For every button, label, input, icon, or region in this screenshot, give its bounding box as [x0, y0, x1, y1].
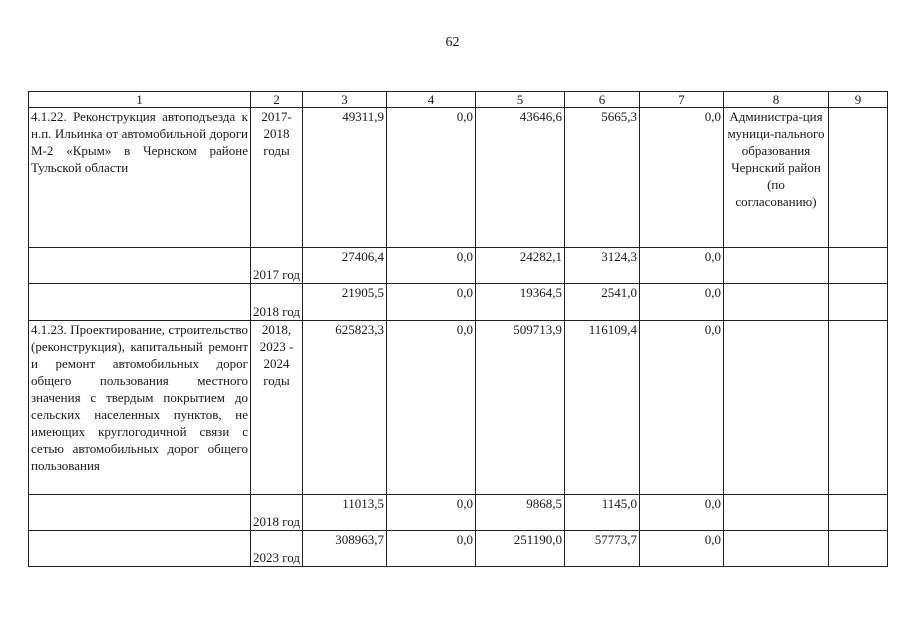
total-cell: 27406,4: [303, 248, 387, 284]
federal-budget-cell: 0,0: [387, 248, 476, 284]
table-row: [29, 284, 888, 321]
result-cell: [829, 284, 888, 321]
regional-budget-cell: 43646,6: [476, 108, 565, 248]
period-cell: 2018, 2023 - 2024 годы: [251, 321, 303, 495]
period-cell: 2023 год: [251, 531, 303, 567]
extrabudget-cell: 0,0: [640, 321, 724, 495]
local-budget-cell: 3124,3: [565, 248, 640, 284]
measure-name: [29, 495, 251, 531]
total-cell: 11013,5: [303, 495, 387, 531]
federal-budget-cell: 0,0: [387, 531, 476, 567]
local-budget-cell: 116109,4: [565, 321, 640, 495]
measure-name: [29, 248, 251, 284]
result-cell: [829, 321, 888, 495]
table-row: [29, 531, 888, 567]
measure-name: [29, 531, 251, 567]
federal-budget-cell: 0,0: [387, 284, 476, 321]
federal-budget-cell: 0,0: [387, 108, 476, 248]
result-cell: [829, 531, 888, 567]
regional-budget-cell: 9868,5: [476, 495, 565, 531]
local-budget-cell: 2541,0: [565, 284, 640, 321]
header-cell-3: 3: [303, 92, 387, 108]
header-cell-7: 7: [640, 92, 724, 108]
extrabudget-cell: 0,0: [640, 531, 724, 567]
period-cell: 2018 год: [251, 495, 303, 531]
table-row: [29, 495, 888, 531]
local-budget-cell: 5665,3: [565, 108, 640, 248]
executor-cell: [724, 495, 829, 531]
total-cell: 21905,5: [303, 284, 387, 321]
regional-budget-cell: 251190,0: [476, 531, 565, 567]
executor-cell: [724, 321, 829, 495]
header-cell-1: 1: [29, 92, 251, 108]
table-row: [29, 321, 888, 495]
measure-name: 4.1.23. Проектирование, строительство (реконструкция), капитальный ремонт и ремонт автомобильных дорог общего пользования местного значения с твердым покрытием до сельских населенных пунктов, не имеющих круглогодичной связи с сетью автомобильных дорог общего пользования: [29, 321, 251, 495]
regional-budget-cell: 509713,9: [476, 321, 565, 495]
page-number: 62: [445, 35, 460, 50]
table-row: [29, 248, 888, 284]
total-cell: 625823,3: [303, 321, 387, 495]
executor-cell: [724, 284, 829, 321]
executor-cell: [724, 531, 829, 567]
total-cell: 308963,7: [303, 531, 387, 567]
period-cell: 2017-2018 годы: [251, 108, 303, 248]
total-cell: 49311,9: [303, 108, 387, 248]
header-cell-9: 9: [829, 92, 888, 108]
measure-name: 4.1.22. Реконструкция автоподъезда к н.п. Ильинка от автомобильной дороги М-2 «Крым» в Чернском районе Тульской области: [29, 108, 251, 248]
regional-budget-cell: 19364,5: [476, 284, 565, 321]
result-cell: [829, 495, 888, 531]
header-cell-2: 2: [251, 92, 303, 108]
extrabudget-cell: 0,0: [640, 284, 724, 321]
header-cell-6: 6: [565, 92, 640, 108]
table-row: [29, 108, 888, 248]
header-cell-5: 5: [476, 92, 565, 108]
executor-cell: Администра-ция муници-пального образования Чернский район (по согласованию): [724, 108, 829, 248]
extrabudget-cell: 0,0: [640, 495, 724, 531]
extrabudget-cell: 0,0: [640, 108, 724, 248]
local-budget-cell: 57773,7: [565, 531, 640, 567]
period-cell: 2017 год: [251, 248, 303, 284]
header-cell-4: 4: [387, 92, 476, 108]
measure-name: [29, 284, 251, 321]
result-cell: [829, 108, 888, 248]
header-cell-8: 8: [724, 92, 829, 108]
executor-cell: [724, 248, 829, 284]
federal-budget-cell: 0,0: [387, 321, 476, 495]
local-budget-cell: 1145,0: [565, 495, 640, 531]
header-row: [29, 92, 888, 108]
result-cell: [829, 248, 888, 284]
federal-budget-cell: 0,0: [387, 495, 476, 531]
program-table: [28, 91, 888, 567]
period-cell: 2018 год: [251, 284, 303, 321]
extrabudget-cell: 0,0: [640, 248, 724, 284]
regional-budget-cell: 24282,1: [476, 248, 565, 284]
